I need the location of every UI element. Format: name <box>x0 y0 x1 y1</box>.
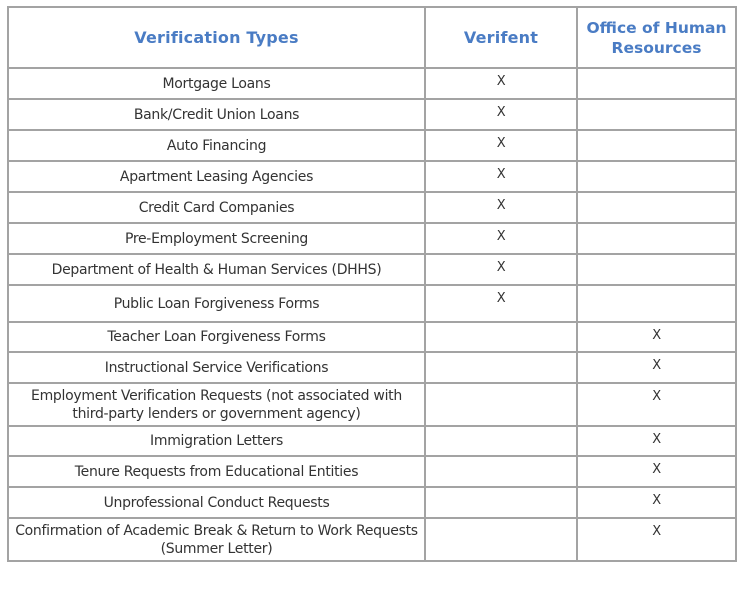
header-row <box>8 7 736 68</box>
header-verifent: Verifent <box>425 7 577 68</box>
ohr-mark-cell <box>577 161 736 192</box>
verifent-mark-cell: X <box>425 161 577 192</box>
table-row <box>8 456 736 487</box>
table-row <box>8 130 736 161</box>
table-row <box>8 99 736 130</box>
table-row <box>8 322 736 352</box>
table-row <box>8 518 736 561</box>
verification-type-cell: Credit Card Companies <box>8 192 425 223</box>
table-row <box>8 192 736 223</box>
verifent-mark-cell: X <box>425 254 577 285</box>
ohr-mark-cell <box>577 254 736 285</box>
verifent-mark-cell <box>425 518 577 561</box>
header-verification-types: Verification Types <box>8 7 425 68</box>
ohr-mark-cell <box>577 285 736 322</box>
verification-type-cell: Pre-Employment Screening <box>8 223 425 254</box>
verifent-mark-cell <box>425 487 577 518</box>
header-office-of-human-resources: Office of Human Resources <box>577 7 736 68</box>
verifent-mark-cell: X <box>425 223 577 254</box>
table-row <box>8 487 736 518</box>
verification-type-cell: Apartment Leasing Agencies <box>8 161 425 192</box>
table-row <box>8 68 736 99</box>
ohr-mark-cell <box>577 223 736 254</box>
ohr-mark-cell: X <box>577 383 736 426</box>
verifent-mark-cell <box>425 352 577 383</box>
verification-type-cell: Department of Health & Human Services (DHHS) <box>8 254 425 285</box>
verifent-mark-cell: X <box>425 192 577 223</box>
verifent-mark-cell: X <box>425 130 577 161</box>
verifent-mark-cell <box>425 383 577 426</box>
ohr-mark-cell: X <box>577 456 736 487</box>
verifent-mark-cell: X <box>425 285 577 322</box>
verifent-mark-cell: X <box>425 99 577 130</box>
table-row <box>8 383 736 426</box>
verification-types-table <box>7 6 737 562</box>
verifent-mark-cell <box>425 456 577 487</box>
table-row <box>8 161 736 192</box>
verification-type-cell: Immigration Letters <box>8 426 425 456</box>
ohr-mark-cell <box>577 130 736 161</box>
table-row <box>8 285 736 322</box>
verifent-mark-cell <box>425 322 577 352</box>
ohr-mark-cell <box>577 68 736 99</box>
verification-type-cell: Bank/Credit Union Loans <box>8 99 425 130</box>
table-row <box>8 352 736 383</box>
ohr-mark-cell: X <box>577 518 736 561</box>
ohr-mark-cell: X <box>577 322 736 352</box>
verification-type-cell: Teacher Loan Forgiveness Forms <box>8 322 425 352</box>
ohr-mark-cell: X <box>577 426 736 456</box>
verification-type-cell: Unprofessional Conduct Requests <box>8 487 425 518</box>
verification-type-cell: Mortgage Loans <box>8 68 425 99</box>
verification-type-cell: Employment Verification Requests (not associated with third-party lenders or government agency) <box>8 383 425 426</box>
verification-type-cell: Instructional Service Verifications <box>8 352 425 383</box>
table-row <box>8 426 736 456</box>
verifent-mark-cell <box>425 426 577 456</box>
verifent-mark-cell: X <box>425 68 577 99</box>
ohr-mark-cell <box>577 192 736 223</box>
verification-type-cell: Confirmation of Academic Break & Return to Work Requests (Summer Letter) <box>8 518 425 561</box>
ohr-mark-cell: X <box>577 352 736 383</box>
ohr-mark-cell: X <box>577 487 736 518</box>
table-row <box>8 254 736 285</box>
verification-type-cell: Auto Financing <box>8 130 425 161</box>
verification-type-cell: Public Loan Forgiveness Forms <box>8 285 425 322</box>
ohr-mark-cell <box>577 99 736 130</box>
verification-type-cell: Tenure Requests from Educational Entities <box>8 456 425 487</box>
table-row <box>8 223 736 254</box>
